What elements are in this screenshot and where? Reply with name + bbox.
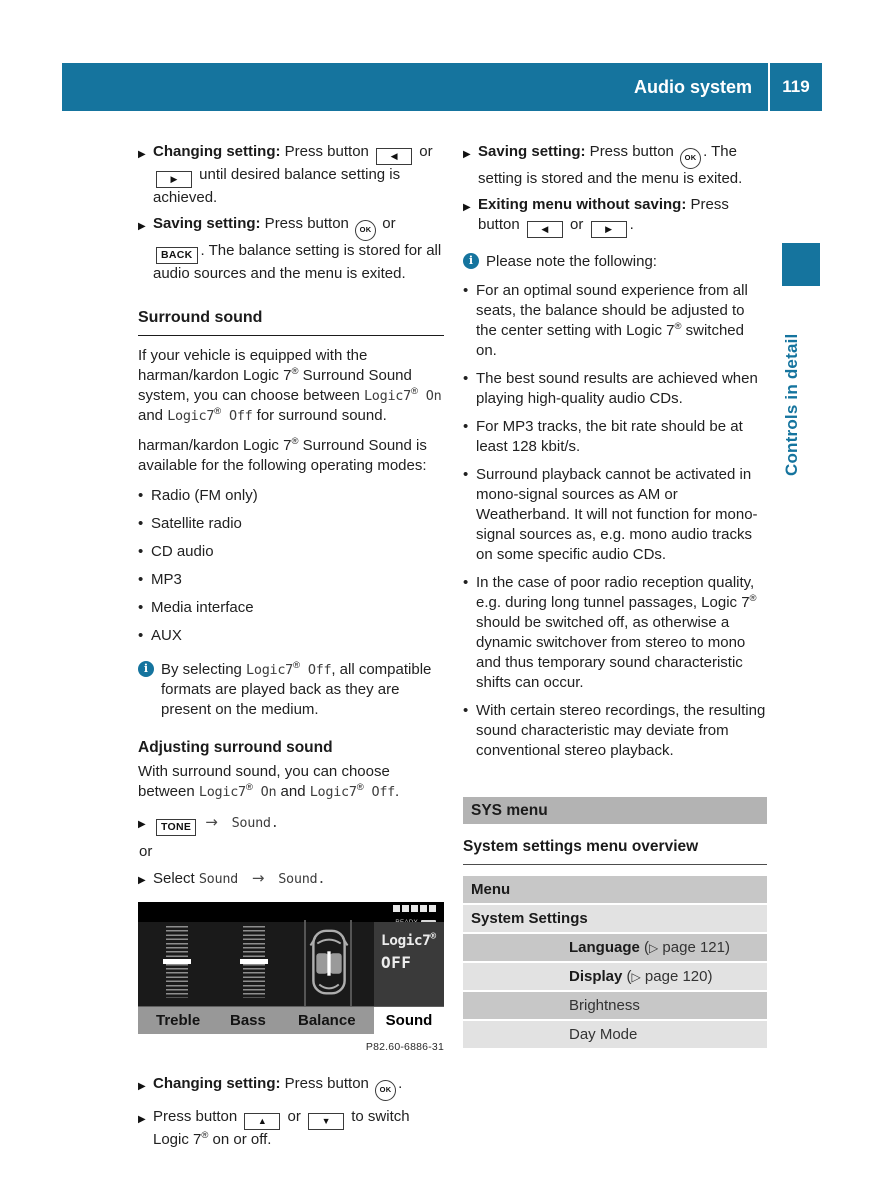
instruction-step [138,142,444,208]
display-term: On [417,388,442,404]
text: until desired balance setting is achieved. [153,166,401,206]
bullet-icon: • [138,487,144,504]
text: and [276,783,310,800]
instruction-steps [463,142,767,238]
car-balance-icon [307,923,351,1005]
text: ( [622,967,632,985]
step-text [153,870,325,887]
list-item-text [476,282,748,359]
slider-thumb [240,959,268,964]
page-ref-icon: ▷ [649,940,659,955]
text: Press button [153,1108,242,1125]
info-icon: i [463,253,479,269]
bold-text: Menu [471,880,511,898]
step-text [153,1075,402,1092]
list-item [138,514,444,534]
table-row-text [569,938,730,958]
bullet-icon: • [138,599,144,616]
text: For MP3 tracks, the bit rate should be at least 128 kbit/s. [476,418,743,455]
step-arrow-icon: ▶ [138,1114,146,1125]
logic7-label: Logic7® [381,931,436,949]
step-text [478,143,742,187]
display-term: Off [221,408,253,424]
bold-text: Exiting menu without saving: [478,196,687,213]
table-row-text [569,967,713,987]
registered-mark: ® [201,1130,209,1141]
step-text [153,215,441,282]
bullet-icon: • [463,370,469,387]
table-row [463,876,767,903]
display-term: Logic7 [246,662,294,678]
table-row [463,905,767,932]
registered-mark: ® [293,660,301,671]
list-item [463,573,767,693]
slider-thumb [163,959,191,964]
list-item-text: CD audio [151,543,214,560]
step-arrow-icon: ▶ [138,1081,146,1092]
bold-text: System Settings [471,909,588,927]
bold-text: Display [569,967,623,985]
text: Surround Sound is available for the following operating modes: [138,437,427,474]
text: or [565,216,588,233]
paragraph [138,762,444,802]
text: or [283,1108,306,1125]
registered-mark: ® [674,321,682,332]
list-item [463,281,767,361]
display-term: Sound. [270,871,326,887]
list-item [463,465,767,565]
display-term: Logic7 [363,388,411,404]
instruction-steps [138,868,444,889]
bullet-icon: • [138,571,144,588]
bold-text: Changing setting: [153,143,281,160]
registered-mark: ® [245,782,253,793]
sys-menu-bar: SYS menu [463,797,767,824]
instruction-steps [138,812,444,836]
display-term: On [252,784,277,800]
left-arrow-key-icon: ◀ [527,221,563,238]
step-arrow-icon: ▶ [138,875,146,886]
list-item-text: Satellite radio [151,515,242,532]
instruction-steps [138,142,444,284]
step-text [153,143,433,206]
page-ref-icon: ▷ [631,969,641,984]
bullet-icon: • [463,466,469,483]
bullet-icon: • [463,702,469,719]
text: Day Mode [569,1025,638,1043]
list-item [463,369,767,409]
text: . [398,1075,403,1092]
bold-text: Saving setting: [478,143,586,160]
page-number: 119 [782,77,810,96]
operating-modes-list [138,486,444,646]
list-item-text: AUX [151,627,182,644]
text: to switch Logic 7 [153,1108,410,1148]
ok-button-icon: OK [680,148,701,169]
list-item-text: Radio (FM only) [151,487,258,504]
text: Press button [280,1075,374,1092]
step-arrow-icon: ▶ [463,149,471,160]
text: Surround Sound system, you can choose between [138,367,412,404]
list-item-text [476,370,758,407]
flow-arrow-icon: → [251,869,265,887]
table-row-text [471,909,588,929]
text: Press button [478,196,729,233]
text: Brightness [569,996,640,1014]
text: In the case of poor radio reception quality, e.g. during long tunnel passages, Logic 7 [476,574,755,611]
step-text [153,1108,410,1148]
ok-button-icon: OK [355,220,376,241]
instruction-step [138,1107,444,1150]
audio-display [138,902,444,1006]
table-row-text [569,996,640,1016]
instruction-step [463,142,767,189]
text: . [395,783,400,800]
up-arrow-key-icon: ▲ [244,1113,280,1130]
registered-mark: ® [410,386,418,397]
bold-text: Changing setting: [153,1075,281,1092]
info-note [463,252,767,272]
registered-mark: ® [356,782,364,793]
text: With surround sound, you can choose between [138,763,390,800]
list-item [463,701,767,761]
text: By selecting [161,661,247,678]
bullet-icon: • [138,515,144,532]
bullet-icon: • [463,282,469,299]
registered-mark: ® [214,406,222,417]
tab-balance: Balance [298,1012,356,1029]
step-text [478,196,729,233]
bold-text: Saving setting: [153,215,261,232]
info-note-text [161,660,444,720]
down-arrow-key-icon: ▼ [308,1113,344,1130]
table-row [463,934,767,961]
text: For an optimal sound experience from all seats, the balance should be adjusted to the center setting with Logic 7 [476,282,748,339]
list-item-text [476,574,757,691]
list-item [138,626,444,646]
bullet-icon: • [463,418,469,435]
table-row-text [471,880,510,900]
text: or [378,215,396,232]
bullet-icon: • [463,574,469,591]
step-arrow-icon: ▶ [463,202,471,213]
list-item-text [476,702,765,759]
text: switched on. [476,322,744,359]
figure-caption: P82.60-6886-31 [365,1041,444,1053]
bullet-icon: • [138,543,144,560]
right-arrow-key-icon: ▶ [591,221,627,238]
display-tab-bar [138,1006,444,1034]
text: Surround playback cannot be activated in mono-signal sources as AM or Weatherband. It will not function for mono-signal sources as, e.g. mono audio tracks on some specific audio CDs. [476,466,758,563]
registered-mark: ® [291,366,299,377]
chapter-title: Audio system [633,77,752,97]
chapter-tab-marker [782,243,820,286]
text: Press button [280,143,374,160]
display-screenshot [138,902,444,1057]
text: page 121) [658,938,730,956]
list-item [138,542,444,562]
display-term: Off [363,784,395,800]
list-item-text: Media interface [151,599,254,616]
step-text [153,814,279,831]
display-term: Sound [198,871,246,887]
logic7-panel [374,922,444,1006]
step-arrow-icon: ▶ [138,819,146,830]
treble-slider [166,926,188,998]
step-arrow-icon: ▶ [138,221,146,232]
right-arrow-key-icon: ▶ [156,171,192,188]
instruction-step [138,868,444,889]
instruction-step [138,1074,444,1101]
notes-list [463,281,767,761]
text: , all compatible formats are played back as they are present on the medium. [161,661,432,718]
text: The best sound results are achieved when playing high-quality audio CDs. [476,370,758,407]
instruction-step [138,214,444,284]
text: harman/kardon Logic 7 [138,437,292,454]
list-item [138,598,444,618]
display-term: Logic7 [309,784,357,800]
page-header-bar [62,63,822,111]
list-item-text [476,418,743,455]
text: should be switched off, as otherwise a dynamic switchover from stereo to mono and thus temporary sound characteristic shifts can occur. [476,614,746,691]
instruction-step [463,195,767,238]
balance-guide-line [304,920,306,1006]
tab-treble: Treble [156,1012,201,1029]
tone-key-icon: TONE [156,819,196,836]
table-row [463,992,767,1019]
bullet-icon: • [138,627,144,644]
system-settings-overview-heading: System settings menu overview [463,837,767,865]
info-note-text [486,252,767,272]
registered-mark: ® [749,593,757,604]
tab-bass: Bass [230,1012,266,1029]
text: page 120) [640,967,713,985]
bold-text: Language [569,938,640,956]
text: If your vehicle is equipped with the harman/kardon Logic 7 [138,347,368,384]
list-item-text: MP3 [151,571,182,588]
text: ( [639,938,650,956]
surround-sound-heading: Surround sound [138,308,444,336]
registered-mark: ® [291,436,299,447]
text: With certain stereo recordings, the resulting sound characteristic may deviate from conventional stereo playback. [476,702,766,759]
step-arrow-icon: ▶ [138,149,146,160]
bass-slider [243,926,265,998]
left-arrow-key-icon: ◀ [376,148,412,165]
tab-sound-selected: Sound [374,1007,444,1034]
table-row [463,1021,767,1048]
text: on or off. [208,1131,272,1148]
paragraph [138,436,444,476]
text: . The setting is stored and the menu is exited. [478,143,743,187]
info-note [138,660,444,720]
list-item [463,417,767,457]
or-label: or [139,843,153,860]
text: Select [153,870,199,887]
text: and [138,407,168,424]
back-key-icon: BACK [156,247,198,264]
text: Please note the following: [486,253,657,270]
text: or [415,143,433,160]
right-column [463,142,767,1050]
paragraph [138,346,444,426]
system-settings-table [463,876,767,1048]
text: Press button [260,215,354,232]
info-icon: i [138,661,154,677]
left-column [138,142,444,1156]
ok-button-icon: OK [375,1080,396,1101]
display-term: Logic7 [167,408,215,424]
sys-menu-section [463,797,767,1048]
list-item [138,570,444,590]
instruction-step [138,812,444,836]
signal-cells-icon [393,905,436,912]
table-row [463,963,767,990]
flow-arrow-icon: → [205,813,218,831]
instruction-steps [138,1074,444,1150]
list-item-text [476,466,758,563]
adjusting-surround-sound-heading: Adjusting surround sound [138,739,333,756]
text: Press button [585,143,679,160]
text: for surround sound. [252,407,387,424]
table-row-text [569,1025,637,1045]
text: . [629,216,634,233]
list-item [138,486,444,506]
text: . The balance setting is stored for all audio sources and the menu is exited. [153,242,442,282]
display-term: Logic7 [198,784,246,800]
display-term: Sound. [223,815,279,831]
display-term: Off [300,662,332,678]
logic7-state: OFF [381,953,412,972]
chapter-tab-label: Controls in detail [782,333,801,476]
